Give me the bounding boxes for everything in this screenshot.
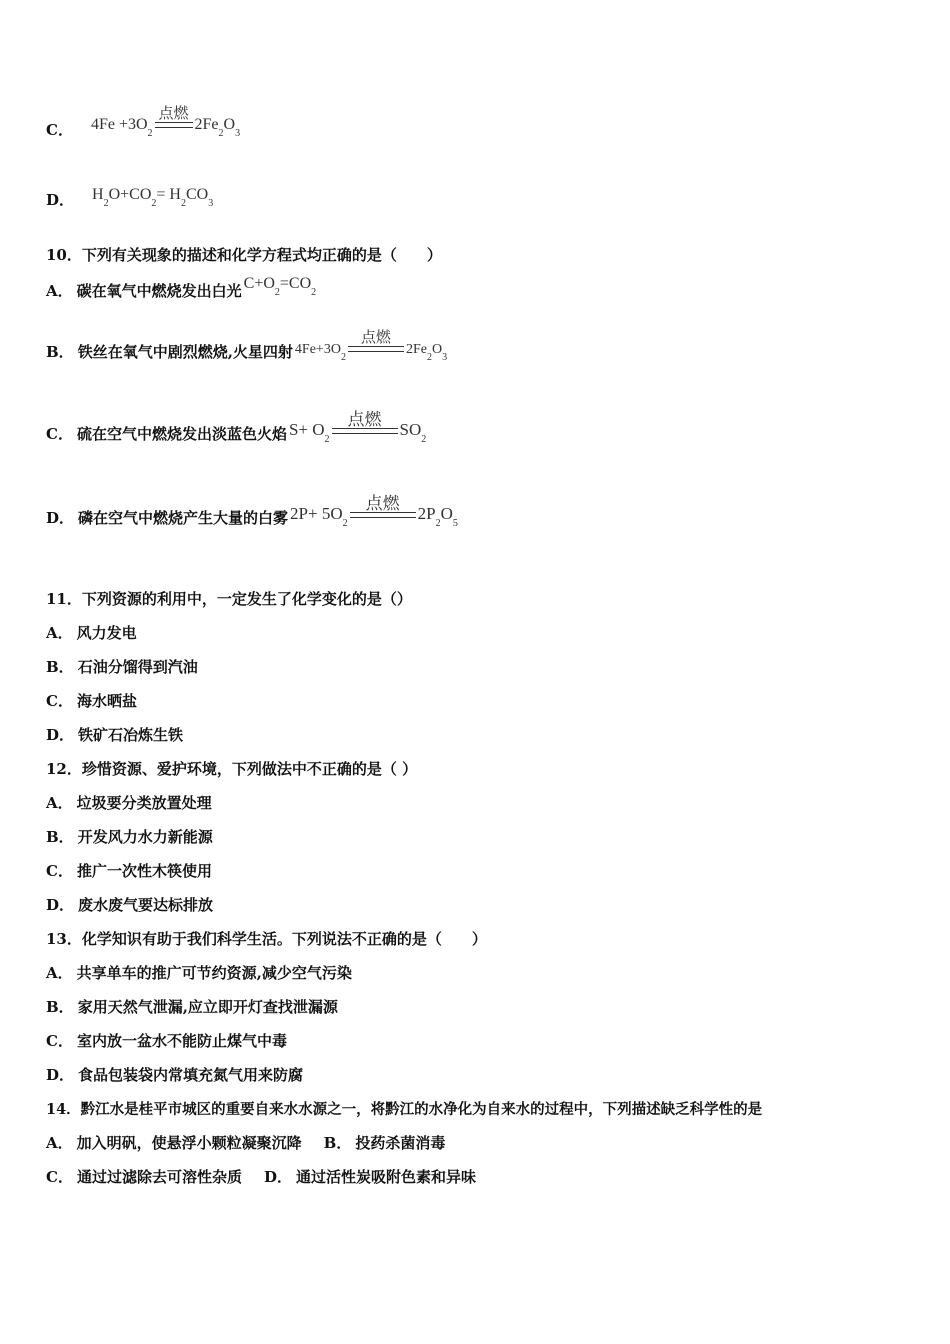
option-text: 铁丝在氧气中剧烈燃烧,火星四射 <box>77 343 293 361</box>
double-line <box>332 428 398 434</box>
equation: 4Fe+3O 2 点燃 2Fe 2 O 3 <box>294 330 448 363</box>
question-13-stem: 13．化学知识有助于我们科学生活。下列说法不正确的是（ ） <box>46 930 487 948</box>
q10-option-c: C． 硫在空气中燃烧发出淡蓝色火焰 S+ O 2 点燃 SO 2 <box>46 410 427 445</box>
question-12-stem: 12．珍惜资源、爱护环境，下列做法中不正确的是（ ） <box>46 760 418 778</box>
equation: H 2 O+CO 2 = H 2 CO 3 <box>92 186 214 209</box>
q13-option-d: D． 食品包装袋内常填充氮气用来防腐 <box>46 1066 304 1084</box>
q13-option-c: C． 室内放一盆水不能防止煤气中毒 <box>46 1032 287 1050</box>
double-line <box>348 346 404 352</box>
q11-option-a: A． 风力发电 <box>46 624 137 642</box>
equation: C+O 2 =CO 2 <box>243 275 317 298</box>
q12-option-b: B． 开发风力水力新能源 <box>46 828 213 846</box>
option-text: 碳在氧气中燃烧发出白光 <box>76 282 242 300</box>
option-text: 硫在空气中燃烧发出淡蓝色火焰 <box>76 425 287 443</box>
reaction-condition: 点燃 <box>332 412 398 434</box>
question-11-stem: 11．下列资源的利用中，一定发生了化学变化的是（） <box>46 590 412 608</box>
equation: 4Fe +3O 2 点燃 2Fe 2 O 3 <box>90 106 241 139</box>
q14-options-cd: C． 通过过滤除去可溶性杂质 D． 通过活性炭吸附色素和异味 <box>46 1168 476 1186</box>
q13-option-a: A． 共享单车的推广可节约资源,减少空气污染 <box>46 964 352 982</box>
q10-option-a: A． 碳在氧气中燃烧发出白光 C+O 2 =CO 2 <box>46 275 317 300</box>
q10-option-d: D． 磷在空气中燃烧产生大量的白雾 2P+ 5O 2 点燃 2P 2 O 5 <box>46 494 458 529</box>
q12-option-a: A． 垃圾要分类放置处理 <box>46 794 212 812</box>
reaction-condition: 点燃 <box>155 106 193 128</box>
question-14-stem: 14．黔江水是桂平市城区的重要自来水水源之一，将黔江的水净化为自来水的过程中，下列描述缺乏科学性的是 <box>46 1101 763 1118</box>
double-line <box>350 512 416 518</box>
reaction-condition: 点燃 <box>348 330 404 352</box>
option-label: C． <box>46 121 73 139</box>
equation: S+ O 2 点燃 SO 2 <box>288 410 427 445</box>
double-line <box>155 122 193 128</box>
option-label: D． <box>46 191 75 209</box>
question-10-stem: 10．下列有关现象的描述和化学方程式均正确的是（ ） <box>46 246 442 264</box>
q12-option-c: C． 推广一次性木筷使用 <box>46 862 212 880</box>
q11-option-c: C． 海水晒盐 <box>46 692 137 710</box>
q12-option-d: D． 废水废气要达标排放 <box>46 896 214 914</box>
q11-option-d: D． 铁矿石冶炼生铁 <box>46 726 184 744</box>
q9-option-c <box>46 106 241 139</box>
q10-option-b: B． 铁丝在氧气中剧烈燃烧,火星四射 4Fe+3O 2 点燃 2Fe 2 O 3 <box>46 330 448 363</box>
option-text: 磷在空气中燃烧产生大量的白雾 <box>78 509 289 527</box>
q9-option-d <box>46 186 214 209</box>
q13-option-b: B． 家用天然气泄漏,应立即开灯查找泄漏源 <box>46 998 338 1016</box>
equation: 2P+ 5O 2 点燃 2P 2 O 5 <box>290 494 458 529</box>
q14-options-ab: A． 加入明矾，使悬浮小颗粒凝聚沉降 B． 投药杀菌消毒 <box>46 1134 446 1152</box>
q11-option-b: B． 石油分馏得到汽油 <box>46 658 198 676</box>
reaction-condition: 点燃 <box>350 496 416 518</box>
